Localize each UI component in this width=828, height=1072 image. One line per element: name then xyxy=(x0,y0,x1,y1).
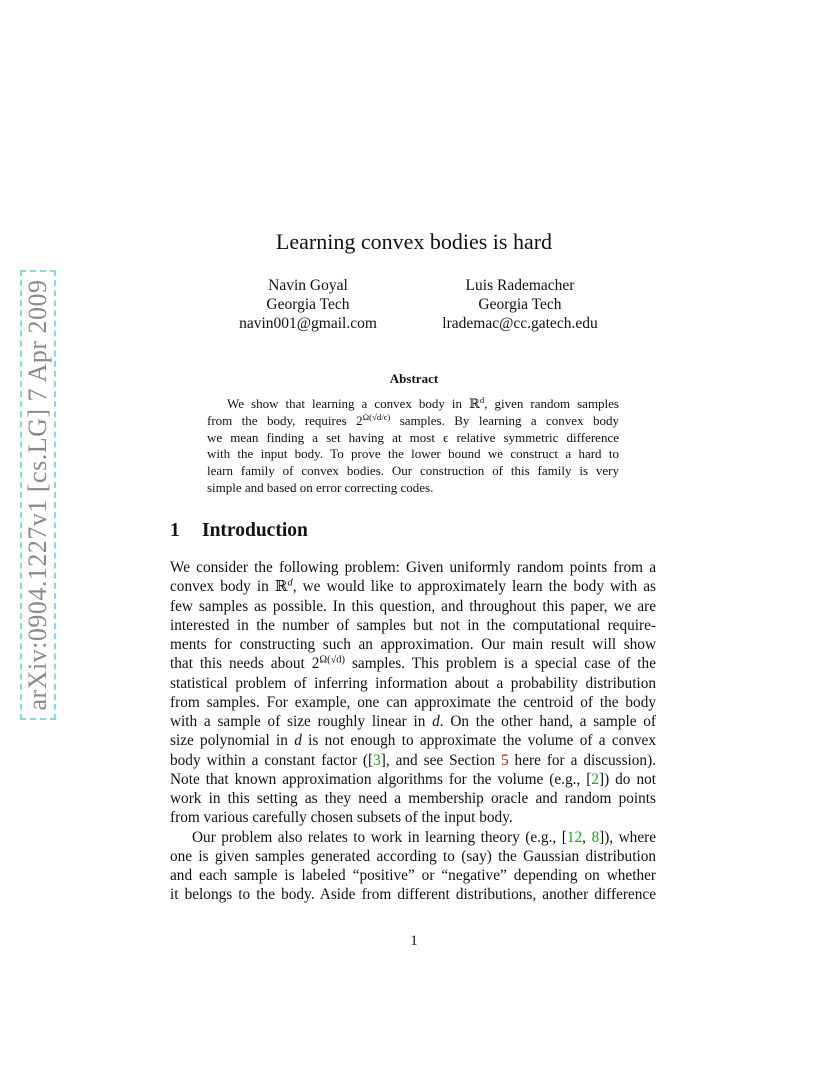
text-line: it belongs to the body. Aside from different distributions, another difference xyxy=(170,886,656,904)
abstract-line: we mean finding a set having at most ϵ relative symmetric difference xyxy=(207,429,619,445)
text-line: body within a constant factor ([3], and see Section 5 here for a discussion). xyxy=(170,751,656,769)
abstract-line: simple and based on error correcting codes. xyxy=(207,479,434,495)
author-email: lrademac@cc.gatech.edu xyxy=(442,315,598,332)
author-affiliation: Georgia Tech xyxy=(266,296,350,313)
citation-link[interactable]: 12 xyxy=(566,828,583,846)
text-line: that this needs about $2^{\Omega(√d)}$ samples. This problem is a special case of the xyxy=(170,654,656,673)
body-text xyxy=(170,558,656,905)
abstract-line: from the body, requires $2^{\Omega(√d/\epsilon)}$ samples. By learning a convex body xyxy=(207,411,619,428)
text-line: one is given samples generated according to (say) the Gaussian distribution xyxy=(170,847,656,865)
author-block-1 xyxy=(218,276,398,333)
page-number: 1 xyxy=(410,933,418,949)
paper-title: Learning convex bodies is hard xyxy=(275,229,553,254)
section-number: 1 xyxy=(170,520,180,541)
section-title: Introduction xyxy=(202,520,308,541)
citation-link[interactable]: 8 xyxy=(591,828,600,846)
abstract-line: We show that learning a convex body in ℝ$^d$, given random samples xyxy=(227,395,619,411)
text-line: We consider the following problem: Given uniformly random points from a xyxy=(170,559,656,576)
text-line: with a sample of size roughly linear in d. On the other hand, a sample of xyxy=(170,713,657,730)
author-name: Luis Rademacher xyxy=(465,277,575,294)
text-line: from various carefully chosen subsets of the input body. xyxy=(170,809,513,827)
author-affiliation: Georgia Tech xyxy=(478,296,562,313)
citation-link[interactable]: 3 xyxy=(373,751,381,769)
text-line: interested in the number of samples but not in the computational require- xyxy=(170,616,656,634)
text-line: convex body in ℝ$^d$, we would like to approximately learn the body with as xyxy=(170,577,656,596)
author-name: Navin Goyal xyxy=(268,277,348,294)
text-line: work in this setting as they need a membership oracle and random points xyxy=(170,790,656,807)
abstract-heading: Abstract xyxy=(389,371,439,386)
citation-link[interactable]: 2 xyxy=(591,770,599,788)
text-line: few samples as possible. In this question, and throughout this paper, we are xyxy=(170,597,656,615)
section-link[interactable]: 5 xyxy=(500,751,509,769)
author-email: navin001@gmail.com xyxy=(239,315,377,332)
text-line: size polynomial in d is not enough to approximate the volume of a convex xyxy=(170,732,656,750)
text-line: statistical problem of inferring information about a probability distribution xyxy=(170,674,656,692)
abstract-body xyxy=(207,396,619,497)
arxiv-identifier: arXiv:0904.1227v1 [cs.LG] 7 Apr 2009 xyxy=(23,279,52,711)
text-line: ments for constructing such an approximation. Our main result will show xyxy=(170,636,656,653)
section-heading xyxy=(170,520,308,542)
text-line: from samples. For example, one can approximate the centroid of the body xyxy=(170,693,656,711)
arxiv-stamp xyxy=(20,270,56,720)
abstract-line: with the input body. To prove the lower bound we construct a hard to xyxy=(207,446,619,462)
author-block-2 xyxy=(410,276,630,333)
abstract-line: learn family of convex bodies. Our construction of this family is very xyxy=(207,463,619,479)
text-line: Our problem also relates to work in learning theory (e.g., [12, 8]), where xyxy=(192,828,656,846)
text-line: Note that known approximation algorithms for the volume (e.g., [2]) do not xyxy=(170,770,656,788)
text-line: and each sample is labeled “positive” or “negative” depending on whether xyxy=(170,867,656,884)
